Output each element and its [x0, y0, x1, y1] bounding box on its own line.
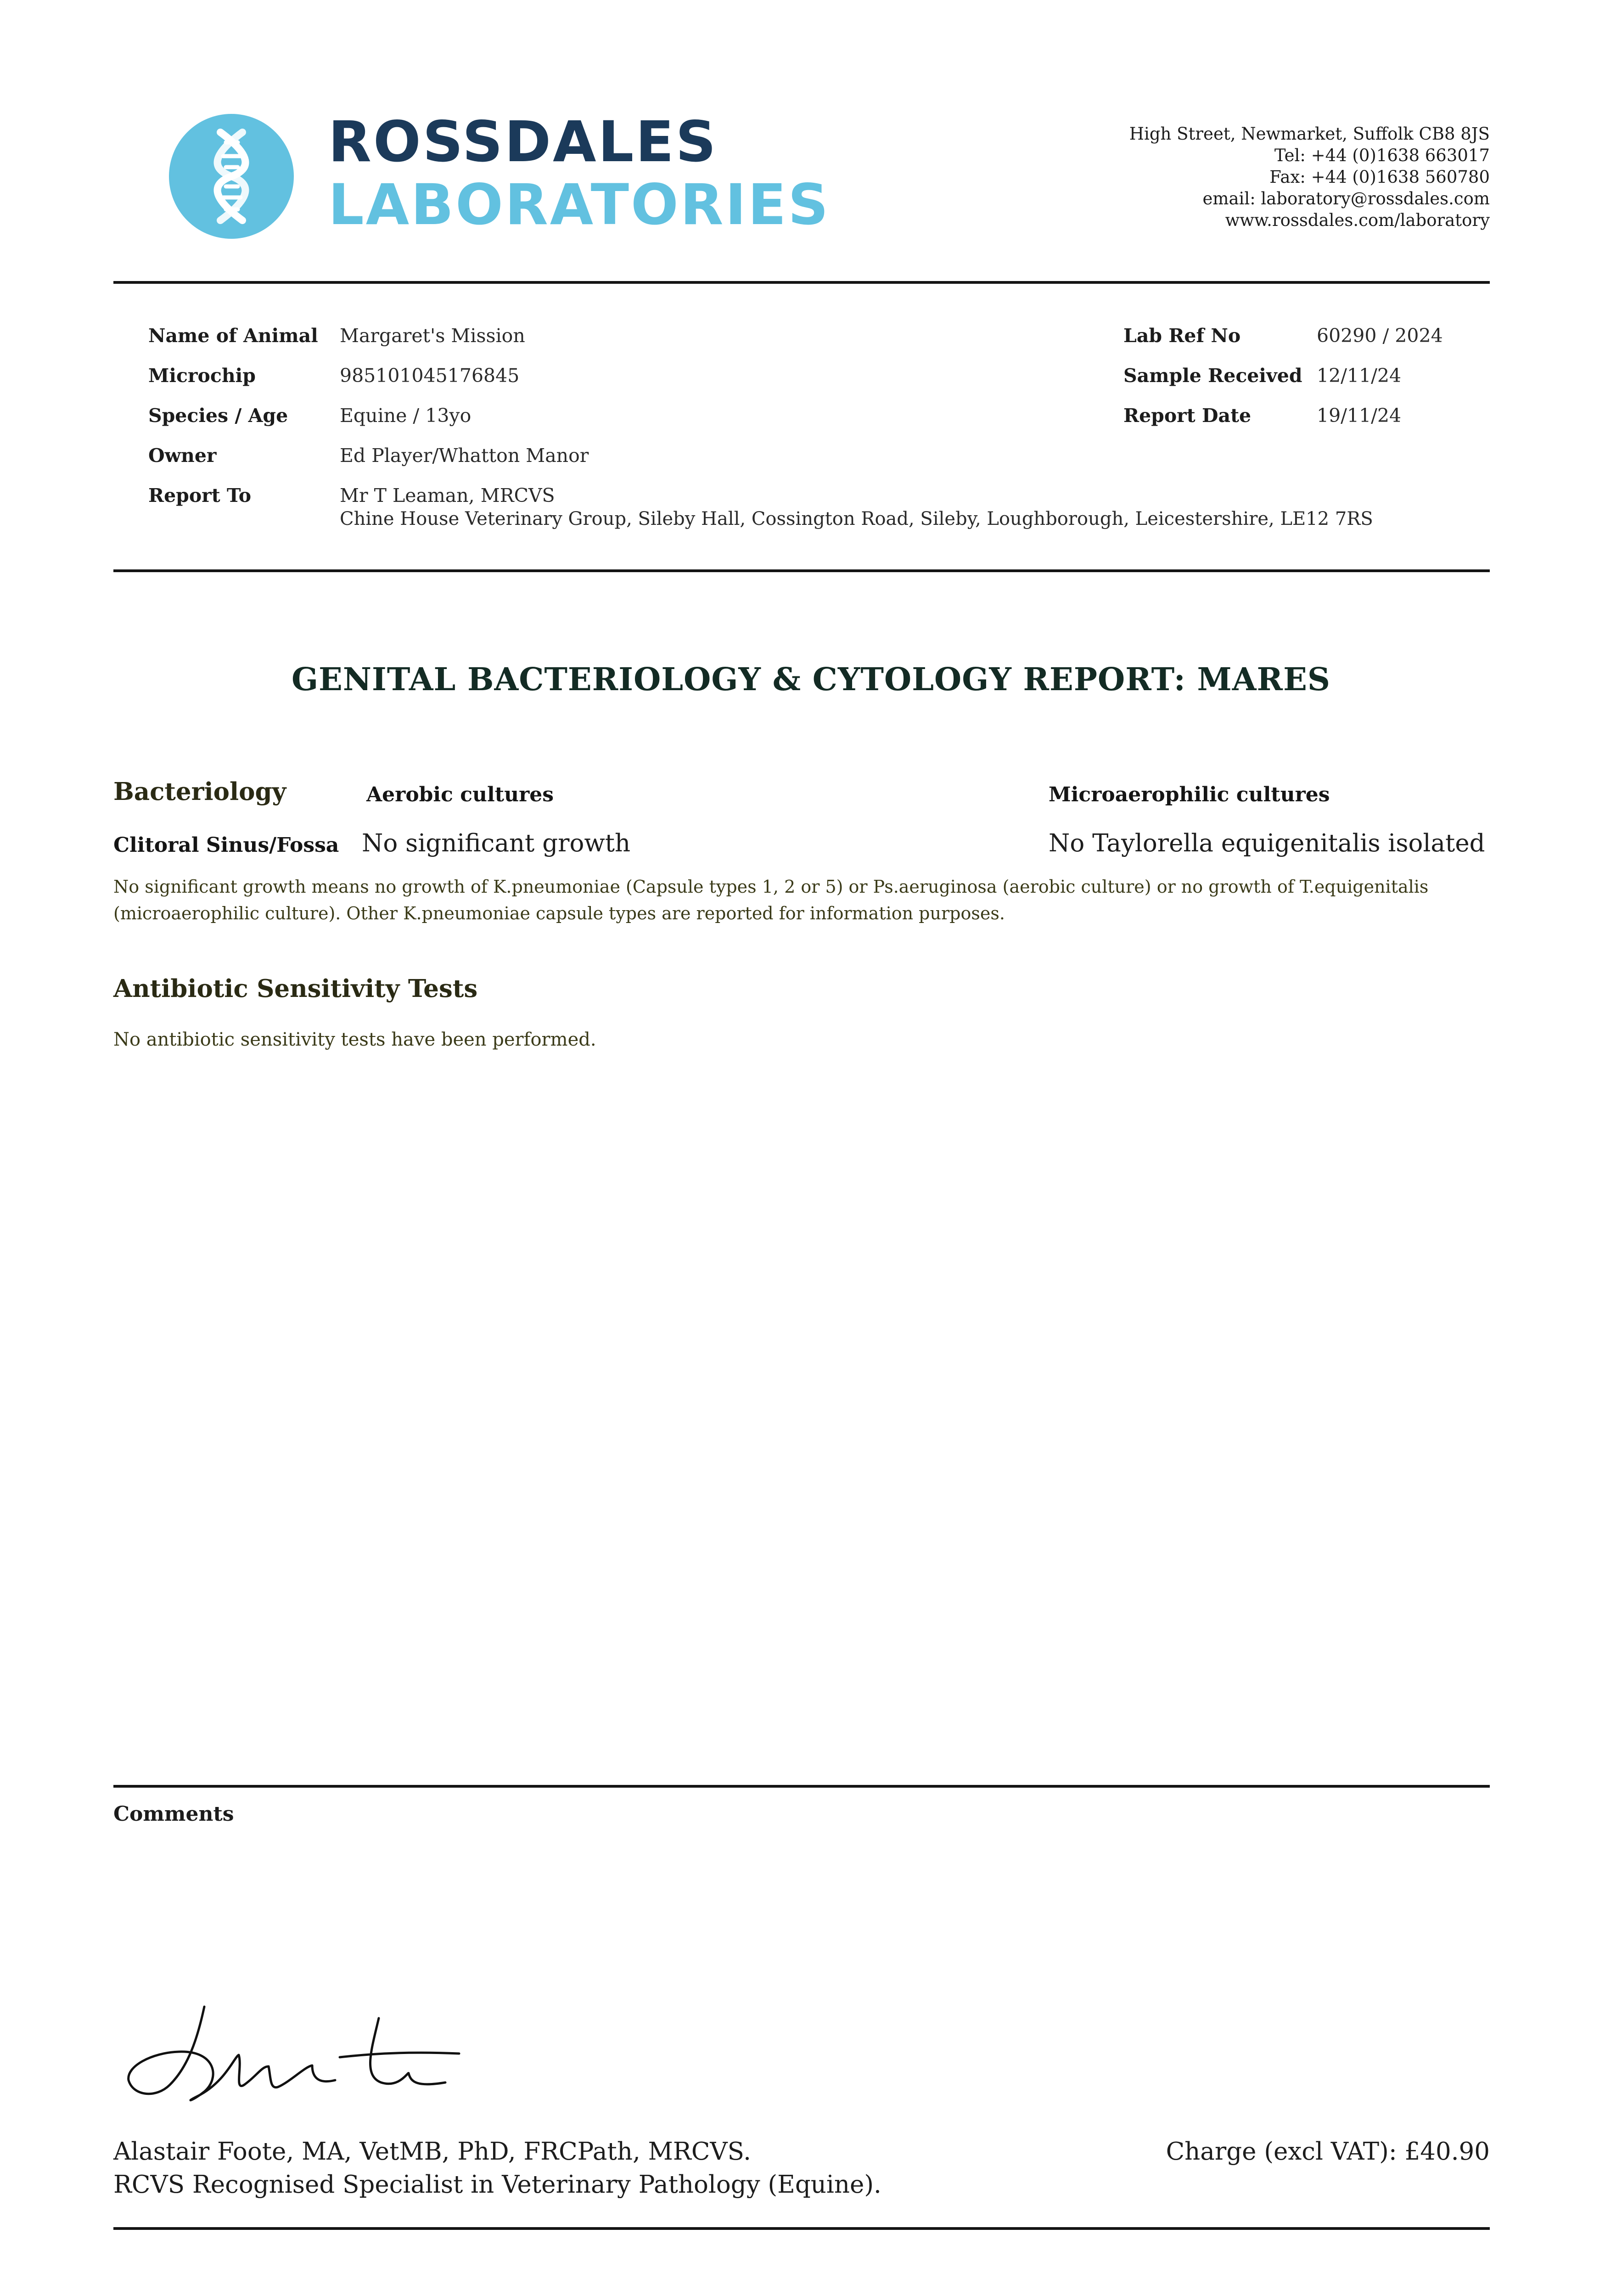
footer-divider [113, 2227, 1490, 2230]
signatory [113, 2135, 881, 2201]
header-divider [113, 281, 1490, 284]
charge: Charge (excl VAT): £40.90 [1166, 2138, 1490, 2166]
owner-label: Owner [148, 445, 217, 467]
report-title: GENITAL BACTERIOLOGY & CYTOLOGY REPORT: MARES [291, 661, 1331, 698]
microaerophilic-heading: Microaerophilic cultures [1049, 783, 1330, 806]
report-date-label: Report Date [1123, 405, 1252, 427]
microaerophilic-result: No Taylorella equigenitalis isolated [1049, 829, 1485, 857]
animal-name: Margaret's Mission [340, 325, 525, 347]
species-label: Species / Age [148, 405, 288, 427]
lab-ref-label: Lab Ref No [1123, 325, 1241, 347]
sensitivity-text: No antibiotic sensitivity tests have been performed. [113, 1029, 596, 1050]
lab-ref-value: 60290 / 2024 [1317, 325, 1443, 347]
website: www.rossdales.com/laboratory [1225, 210, 1490, 230]
sample-received-value: 12/11/24 [1317, 365, 1402, 387]
species-value: Equine / 13yo [340, 405, 471, 427]
fax: Fax: +44 (0)1638 560780 [1269, 167, 1490, 187]
email: email: laboratory@rossdales.com [1202, 189, 1490, 208]
aerobic-result: No significant growth [362, 829, 631, 857]
comments-heading: Comments [113, 1802, 234, 1826]
signatory-title: RCVS Recognised Specialist in Veterinary Pathology (Equine). [113, 2171, 881, 2199]
signatory-name: Alastair Foote, MA, VetMB, PhD, FRCPath, MRCVS. [113, 2138, 751, 2166]
brand-subtitle: LABORATORIES [328, 172, 831, 237]
address-line: High Street, Newmarket, Suffolk CB8 8JS [1129, 124, 1490, 144]
phone: Tel: +44 (0)1638 663017 [1274, 146, 1490, 165]
owner-value: Ed Player/Whatton Manor [340, 445, 589, 467]
details-divider [113, 569, 1490, 572]
comments-divider [113, 1785, 1490, 1788]
brand-name: ROSSDALES [328, 109, 718, 174]
note-line: No significant growth means no growth of K.pneumoniae (Capsule types 1, 2 or 5) or Ps.aeruginosa (aerobic culture) or no growth of T.equigenitalis [113, 877, 1429, 897]
lab-address [1129, 123, 1490, 231]
report-to-address: Chine House Veterinary Group, Sileby Hall, Cossington Road, Sileby, Loughborough, Leicestershire, LE12 7RS [340, 508, 1373, 529]
sensitivity-heading: Antibiotic Sensitivity Tests [113, 974, 478, 1003]
dna-logo-icon [169, 114, 294, 239]
name-label: Name of Animal [148, 325, 318, 347]
microchip-label: Microchip [148, 365, 256, 387]
bacteriology-heading: Bacteriology [113, 777, 286, 806]
aerobic-heading: Aerobic cultures [366, 783, 554, 806]
sample-site: Clitoral Sinus/Fossa [113, 833, 339, 857]
report-to-label: Report To [148, 484, 252, 506]
report-date-value: 19/11/24 [1317, 405, 1402, 427]
report-to-name: Mr T Leaman, MRCVS [340, 484, 555, 506]
signature-icon [124, 1998, 464, 2117]
bacteriology-note [113, 873, 1490, 927]
note-line: (microaerophilic culture). Other K.pneumoniae capsule types are reported for information purposes. [113, 903, 1005, 923]
sample-received-label: Sample Received [1123, 365, 1302, 387]
microchip-value: 985101045176845 [340, 365, 520, 387]
